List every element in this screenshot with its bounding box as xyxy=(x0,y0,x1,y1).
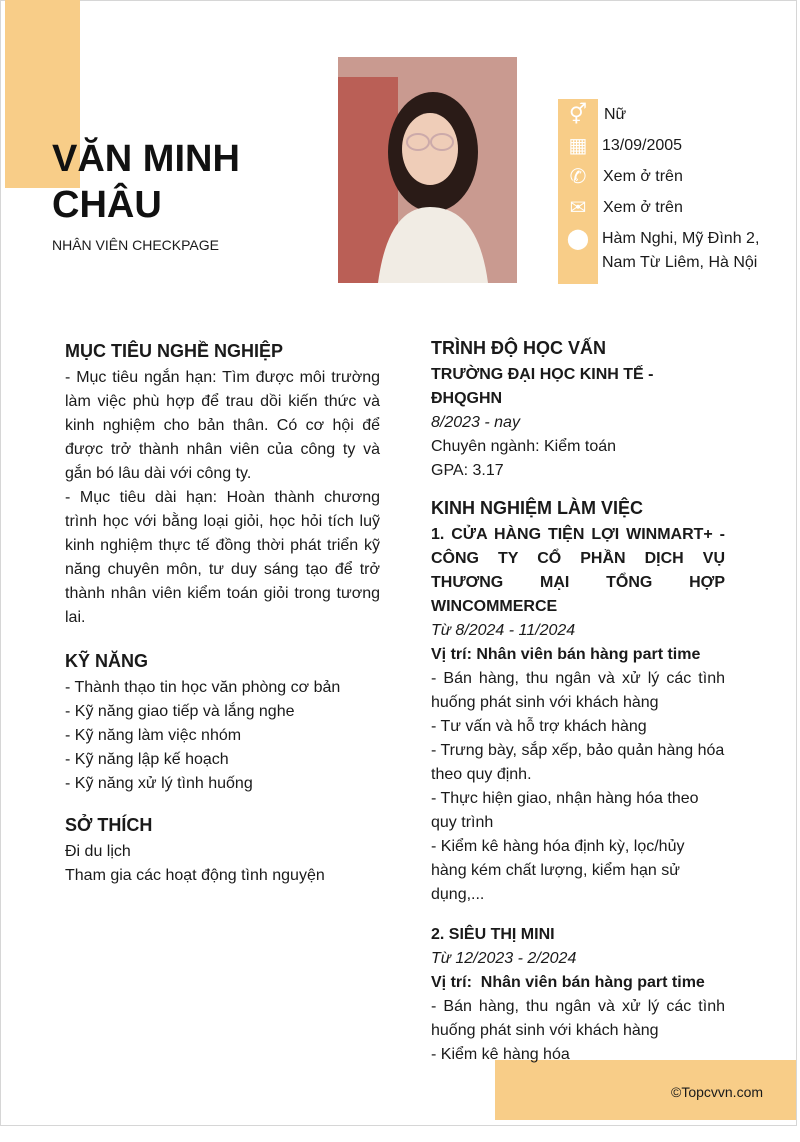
left-column xyxy=(65,338,380,888)
job-duty: - Trưng bày, sắp xếp, bảo quản hàng hóa theo quy định. xyxy=(431,742,725,783)
profile-photo xyxy=(338,57,517,283)
job-period: Từ 12/2023 - 2/2024 xyxy=(431,950,577,967)
experience-heading: KINH NGHIỆM LÀM VIỆC xyxy=(431,498,644,518)
gender-icon: ⚥ xyxy=(568,104,588,126)
hobbies-heading: SỞ THÍCH xyxy=(65,815,153,835)
skills-heading: KỸ NĂNG xyxy=(65,651,149,671)
education-period: 8/2023 - nay xyxy=(431,414,520,431)
job-position: Vị trí: Nhân viên bán hàng part time xyxy=(431,974,705,991)
email-icon: ✉ xyxy=(569,197,587,219)
right-column xyxy=(431,335,725,1067)
gender-value: Nữ xyxy=(604,106,627,123)
location-icon: ⬤ xyxy=(566,228,590,250)
job-company: 2. SIÊU THỊ MINI xyxy=(431,926,555,943)
job-period: Từ 8/2024 - 11/2024 xyxy=(431,622,576,639)
objective-heading: MỤC TIÊU NGHỀ NGHIỆP xyxy=(65,341,284,361)
skill-item: - Thành thạo tin học văn phòng cơ bản xyxy=(65,679,341,696)
job-duty: - Bán hàng, thu ngân và xử lý các tình huống phát sinh với khách hàng xyxy=(431,998,725,1039)
job-title: NHÂN VIÊN CHECKPAGE xyxy=(52,237,219,253)
address-value: Hàm Nghi, Mỹ Đình 2, Nam Từ Liêm, Hà Nội xyxy=(602,230,760,271)
objective-long: - Mục tiêu dài hạn: Hoàn thành chương trình học với bằng loại giỏi, học hỏi tích luỹ kinh nghiệm thực tế đồng thời phát triển kỹ năng chuyên môn, tư duy sáng tạo để trở thành nhân viên kiểm toán giỏi trong tương lai. xyxy=(65,489,380,626)
job-duty: - Kiểm kê hàng hóa xyxy=(431,1046,570,1063)
skill-item: - Kỹ năng giao tiếp và lắng nghe xyxy=(65,703,295,720)
phone-value: Xem ở trên xyxy=(603,168,683,185)
job-duty: - Tư vấn và hỗ trợ khách hàng xyxy=(431,718,647,735)
job-company: 1. CỬA HÀNG TIỆN LỢI WINMART+ - CÔNG TY CỔ PHẦN DỊCH VỤ THƯƠNG MẠI TỔNG HỢP WINCOMMERCE xyxy=(431,526,725,615)
job-duty: - Kiểm kê hàng hóa định kỳ, lọc/hủy hàng kém chất lượng, kiểm hạn sử dụng,... xyxy=(431,838,685,903)
skill-item: - Kỹ năng làm việc nhóm xyxy=(65,727,242,744)
email-value: Xem ở trên xyxy=(603,199,683,216)
job-position: Vị trí: Nhân viên bán hàng part time xyxy=(431,646,701,663)
phone-icon: ✆ xyxy=(569,166,587,188)
education-major: Chuyên ngành: Kiểm toán xyxy=(431,438,617,455)
footer-credit: ©Topcvvn.com xyxy=(671,1084,764,1100)
objective-short: - Mục tiêu ngắn hạn: Tìm được môi trường làm việc phù hợp để trau dồi kiến thức và kinh nghiệm cho bản thân. Có cơ hội để được trở thành nhân viên của công ty và gắn bó lâu dài với công ty. xyxy=(65,369,380,482)
school-name: TRƯỜNG ĐẠI HỌC KINH TẾ - ĐHQGHN xyxy=(431,366,654,407)
skill-item: - Kỹ năng lập kế hoạch xyxy=(65,751,229,768)
education-heading: TRÌNH ĐỘ HỌC VẤN xyxy=(431,338,606,358)
birthdate-value: 13/09/2005 xyxy=(602,137,683,154)
calendar-icon: ▦ xyxy=(568,135,588,157)
skill-item: - Kỹ năng xử lý tình huống xyxy=(65,775,253,792)
hobby-item: Đi du lịch xyxy=(65,843,131,860)
candidate-name: VĂN MINH CHÂU xyxy=(52,138,240,226)
hobby-item: Tham gia các hoạt động tình nguyện xyxy=(65,867,325,884)
job-duty: - Thực hiện giao, nhận hàng hóa theo quy trình xyxy=(431,790,699,831)
job-duty: - Bán hàng, thu ngân và xử lý các tình huống phát sinh với khách hàng xyxy=(431,670,725,711)
education-gpa: GPA: 3.17 xyxy=(431,462,504,479)
